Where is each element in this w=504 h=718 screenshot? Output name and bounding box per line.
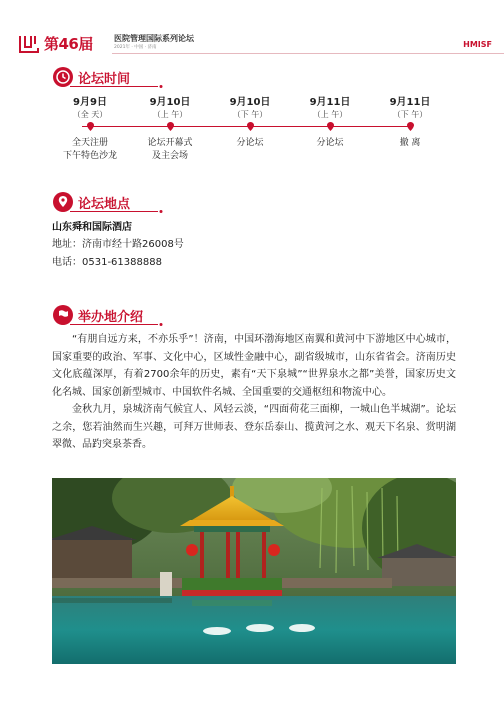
- timeline-item: [50, 96, 130, 163]
- section-heading-venue: [52, 191, 172, 213]
- page-header: [0, 0, 504, 56]
- intro-paragraph: “有朋自远方来，不亦乐乎”！济南，中国环渤海地区南翼和黄河中下游地区中心城市，国家重要的政治、军事、文化中心，区域性金融中心，副省级城市，山东省省会。济南历史文化底蕴深厚，有着2700余年的历史，素有“天下泉城”“世界泉水之都”美誉，国家历史文化名城、国家创新型城市、中国软件名城、全国重要的交通枢纽和物流中心。: [52, 334, 456, 398]
- section-title: 论坛地点: [78, 197, 131, 212]
- timeline-event: [290, 137, 370, 150]
- intro-paragraph: 金秋九月，泉城济南气候宜人、风轻云淡，“四面荷花三面柳，一城山色半城湖”。论坛之余，您若油然而生兴趣，可拜万世师表、登东岳泰山、揽黄河之水、观天下名泉、赏明湖翠微、品趵突泉茶香。: [52, 404, 456, 450]
- timeline-event: [50, 137, 130, 163]
- section-heading-host: [52, 304, 172, 326]
- event-line: 全天注册: [71, 138, 108, 148]
- event-line: 论坛开幕式: [147, 138, 193, 148]
- host-city-intro: [52, 331, 456, 454]
- timeline-date: 9月9日: [73, 97, 107, 108]
- brand-label: HMISF: [463, 40, 492, 49]
- timeline-period: （上 午）: [152, 110, 188, 119]
- timeline-period: （下 午）: [232, 110, 268, 119]
- timeline-date: 9月10日: [229, 97, 271, 108]
- section-title: 论坛时间: [78, 72, 131, 87]
- venue-phone: 电话：0531-61388888: [52, 257, 162, 268]
- section-heading-time: [52, 66, 172, 88]
- timeline-date: 9月11日: [309, 97, 351, 108]
- timeline-event: [130, 137, 210, 163]
- timeline-period: （全 天）: [72, 110, 108, 119]
- timeline-item: [130, 96, 210, 163]
- header-divider: [112, 53, 504, 54]
- timeline-item: [210, 96, 290, 150]
- timeline-item: [290, 96, 370, 150]
- event-line: 分论坛: [236, 138, 264, 148]
- location-pin-icon: [87, 122, 94, 131]
- location-pin-icon: [247, 122, 254, 131]
- section-title: 举办地介绍: [78, 310, 144, 325]
- timeline-date: 9月10日: [149, 97, 191, 108]
- location-pin-icon: [167, 122, 174, 131]
- timeline-event: [210, 137, 290, 150]
- event-line: 下午特色沙龙: [62, 151, 117, 161]
- section-underline: [70, 210, 164, 213]
- section-underline: [70, 85, 164, 88]
- section-underline: [70, 323, 164, 326]
- venue-address: 地址：济南市经十路26008号: [52, 239, 184, 250]
- baotu-spring-photo: [52, 478, 456, 664]
- forum-title: 医院管理国际系列论坛: [114, 34, 194, 43]
- location-pin-icon: [327, 122, 334, 131]
- timeline-item: [370, 96, 450, 150]
- timeline-period: （下 午）: [392, 110, 428, 119]
- location-pin-icon: [407, 122, 414, 131]
- venue-name: 山东舜和国际酒店: [52, 222, 132, 233]
- timeline-period: （上 午）: [312, 110, 348, 119]
- schedule-timeline: [52, 96, 462, 176]
- forum-logo-icon: [18, 35, 40, 53]
- venue-info: [52, 219, 452, 272]
- event-line: 分论坛: [316, 138, 344, 148]
- event-line: 撤 离: [399, 138, 421, 148]
- forum-edition: 第46届: [44, 35, 93, 53]
- event-line: 及主会场: [151, 151, 188, 161]
- timeline-date: 9月11日: [389, 97, 431, 108]
- timeline-event: [370, 137, 450, 150]
- forum-subtitle: 2021年 · 中国 · 济南: [114, 45, 157, 50]
